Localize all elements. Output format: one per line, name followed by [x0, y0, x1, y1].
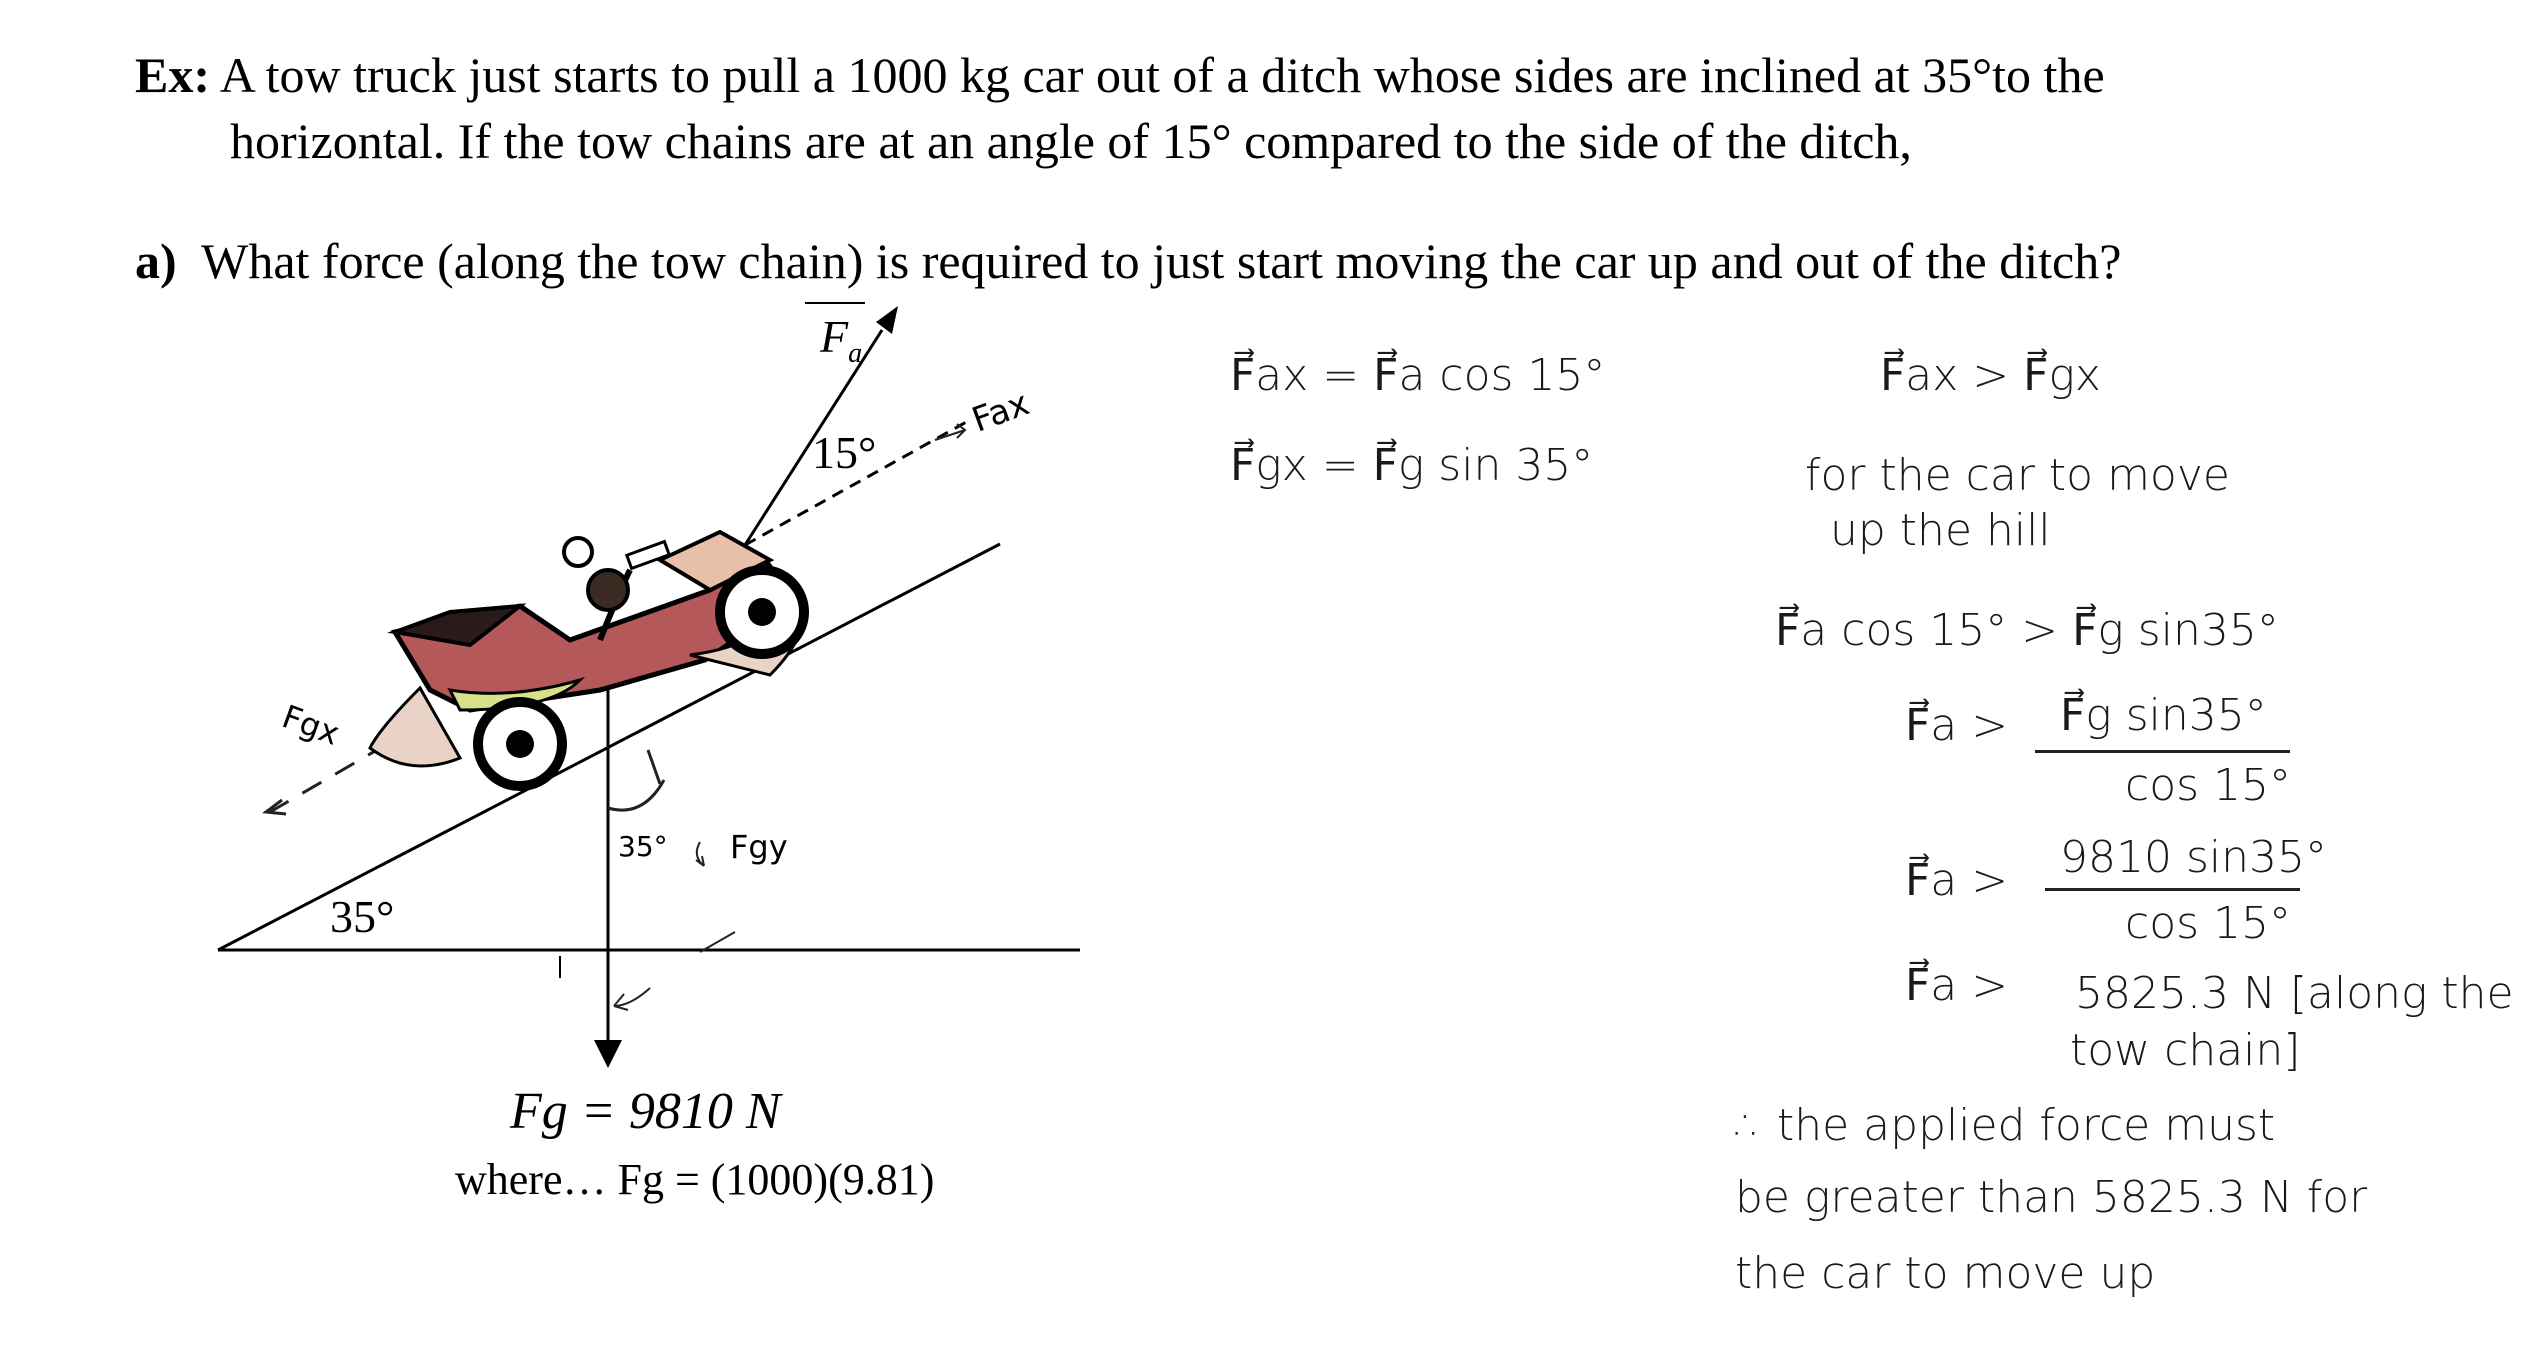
condition-inequality: F⃗ax > F⃗gx	[1880, 350, 2101, 401]
problem-line-2: horizontal. If the tow chains are at an angle of 15° compared to the side of the ditch,	[230, 113, 1912, 169]
step3-numerator: 9810 sin35°	[2060, 832, 2327, 883]
fax-label: Fax	[966, 383, 1035, 441]
car-illustration	[370, 532, 804, 786]
step3-fraction-bar	[2045, 888, 2300, 891]
step2-fraction-bar	[2035, 750, 2290, 753]
fa-label: $F_a$	[820, 311, 863, 370]
angle-35-small-label: 35°	[618, 830, 668, 863]
fa-arrowhead	[876, 306, 898, 334]
step4-lhs: F⃗a >	[1905, 960, 2009, 1011]
step3-lhs: F⃗a >	[1905, 855, 2009, 906]
curly-arrow	[614, 988, 650, 1010]
fa-overarrow	[805, 302, 865, 304]
where-equation: where… Fg = (1000)(9.81)	[455, 1155, 935, 1204]
question-text: What force (along the tow chain) is required to just start moving the car up and out of the ditch?	[201, 233, 2122, 289]
condition-text-1: for the car to move	[1805, 450, 2230, 501]
step1-inequality: F⃗a cos 15° > F⃗g sin35°	[1775, 605, 2279, 656]
conclusion-line-1: ∴ the applied force must	[1735, 1100, 2276, 1151]
arc-tick	[648, 750, 660, 784]
fax-arrow	[935, 424, 965, 440]
fgx-label: Fgx	[277, 697, 345, 753]
condition-text-2: up the hill	[1830, 505, 2051, 556]
question-label: a)	[135, 233, 177, 289]
step4-result-cont: tow chain]	[2070, 1025, 2301, 1076]
fgx-equation: F⃗gx = F⃗g sin 35°	[1230, 440, 1594, 491]
conclusion-line-2: be greater than 5825.3 N for	[1735, 1172, 2368, 1223]
step3-denominator: cos 15°	[2125, 898, 2292, 949]
angle-arc-35	[608, 780, 664, 810]
problem-line-1: A tow truck just starts to pull a 1000 kg car out of a ditch whose sides are inclined at 35°to the	[219, 47, 2105, 103]
step4-result: 5825.3 N [along the	[2075, 968, 2514, 1019]
step2-denominator: cos 15°	[2125, 760, 2292, 811]
angle-15-label: 15°	[812, 427, 877, 478]
fgy-label: Fgy	[730, 828, 788, 866]
fg-equation: Fg = 9810 N	[510, 1083, 781, 1140]
angle-35-slope-label: 35°	[330, 891, 395, 942]
fg-arrowhead	[594, 1040, 622, 1068]
problem-prefix: Ex:	[135, 47, 210, 103]
conclusion-line-3: the car to move up	[1735, 1248, 2156, 1299]
step2-lhs: F⃗a >	[1905, 700, 2009, 751]
fgy-squiggle	[696, 842, 704, 866]
step2-numerator: F⃗g sin35°	[2060, 690, 2267, 741]
fax-equation: F⃗ax = F⃗a cos 15°	[1230, 350, 1606, 401]
